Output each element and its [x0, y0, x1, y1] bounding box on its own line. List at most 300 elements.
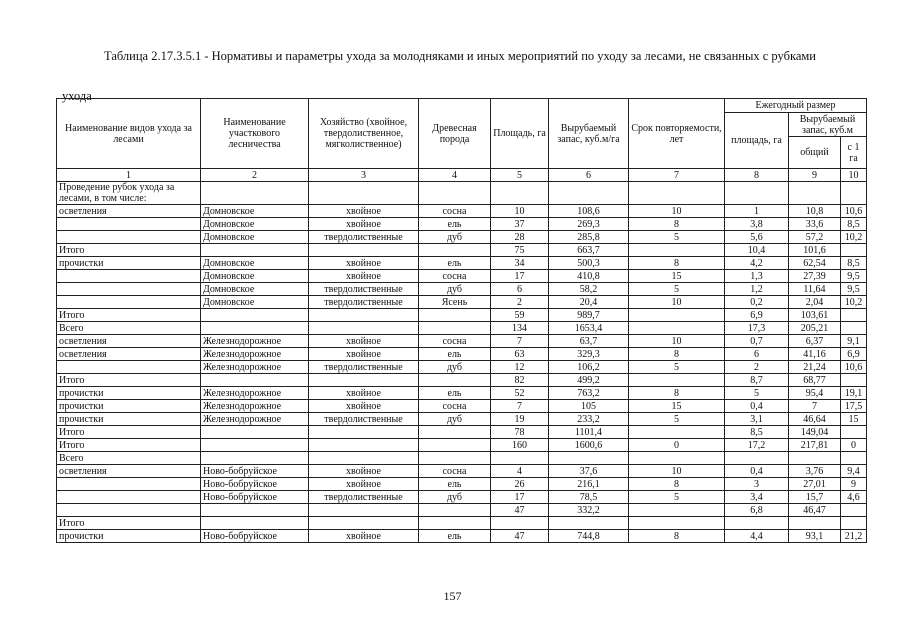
table-cell: [841, 182, 867, 205]
table-cell: 10,6: [841, 205, 867, 218]
table-cell: 10,2: [841, 296, 867, 309]
table-row: [57, 504, 867, 517]
table-cell: 10: [491, 205, 549, 218]
table-cell: 205,21: [789, 322, 841, 335]
table-cell: 103,61: [789, 309, 841, 322]
column-number: 4: [419, 169, 491, 182]
table-cell: 4,2: [725, 257, 789, 270]
table-cell: Домновское: [201, 218, 309, 231]
table-cell: дуб: [419, 231, 491, 244]
table-cell: 15,7: [789, 491, 841, 504]
table-row: [57, 400, 867, 413]
table-cell: [841, 426, 867, 439]
table-cell: [201, 517, 309, 530]
table-cell: осветления: [57, 205, 201, 218]
table-cell: прочистки: [57, 400, 201, 413]
table-cell: 26: [491, 478, 549, 491]
table-cell: [309, 426, 419, 439]
table-cell: 21,24: [789, 361, 841, 374]
table-cell: 28: [491, 231, 549, 244]
table-cell: 269,3: [549, 218, 629, 231]
table-cell: 134: [491, 322, 549, 335]
table-row: [57, 413, 867, 426]
table-cell: 744,8: [549, 530, 629, 543]
table-cell: 0: [629, 439, 725, 452]
table-cell: 47: [491, 530, 549, 543]
table-cell: 7: [491, 335, 549, 348]
table-cell: [841, 322, 867, 335]
table-header: [57, 99, 867, 182]
table-cell: Ново-бобруйское: [201, 465, 309, 478]
table-cell: твердолиственные: [309, 361, 419, 374]
table-cell: 1101,4: [549, 426, 629, 439]
table-cell: 10,4: [725, 244, 789, 257]
table-cell: Домновское: [201, 205, 309, 218]
table-cell: дуб: [419, 413, 491, 426]
table-cell: Всего: [57, 322, 201, 335]
table-cell: Итого: [57, 244, 201, 257]
table-cell: Всего: [57, 452, 201, 465]
table-cell: [201, 182, 309, 205]
table-cell: Итого: [57, 439, 201, 452]
table-cell: Железнодорожное: [201, 387, 309, 400]
table-cell: [841, 504, 867, 517]
caption-line-2: ухода: [62, 89, 92, 103]
table-cell: 1600,6: [549, 439, 629, 452]
table-cell: хвойное: [309, 387, 419, 400]
table-cell: ель: [419, 218, 491, 231]
table-cell: 8: [629, 218, 725, 231]
table-cell: хвойное: [309, 348, 419, 361]
table-cell: 4,4: [725, 530, 789, 543]
table-cell: 75: [491, 244, 549, 257]
table-cell: 500,3: [549, 257, 629, 270]
table-cell: [629, 452, 725, 465]
table-cell: [201, 504, 309, 517]
table-cell: хвойное: [309, 478, 419, 491]
table-cell: [629, 426, 725, 439]
table-cell: [841, 374, 867, 387]
table-cell: [201, 322, 309, 335]
table-row: [57, 322, 867, 335]
table-cell: Ново-бобруйское: [201, 478, 309, 491]
table-cell: Железнодорожное: [201, 361, 309, 374]
table-cell: прочистки: [57, 413, 201, 426]
table-cell: 82: [491, 374, 549, 387]
table-cell: хвойное: [309, 205, 419, 218]
table-cell: хвойное: [309, 400, 419, 413]
table-row: [57, 439, 867, 452]
table-cell: 52: [491, 387, 549, 400]
table-cell: Ново-бобруйское: [201, 530, 309, 543]
header-volume-per-ha: Вырубаемый запас, куб.м/га: [549, 99, 629, 169]
table-cell: сосна: [419, 335, 491, 348]
table-cell: 93,1: [789, 530, 841, 543]
table-row: [57, 244, 867, 257]
table-cell: [309, 517, 419, 530]
table-cell: [57, 491, 201, 504]
table-body: [57, 182, 867, 543]
table-cell: 59: [491, 309, 549, 322]
table-cell: [841, 517, 867, 530]
table-cell: 4: [491, 465, 549, 478]
table-cell: 19: [491, 413, 549, 426]
table-cell: твердолиственные: [309, 413, 419, 426]
header-area: Площадь, га: [491, 99, 549, 169]
column-number: 3: [309, 169, 419, 182]
table-cell: 5: [629, 231, 725, 244]
table-cell: 8,5: [841, 257, 867, 270]
column-number-row: [57, 169, 867, 182]
table-cell: [629, 322, 725, 335]
table-cell: [549, 452, 629, 465]
table-cell: [629, 517, 725, 530]
table-cell: [629, 244, 725, 257]
table-row: [57, 374, 867, 387]
caption-line-1: Таблица 2.17.3.5.1 - Нормативы и параметры ухода за молодняками и иных мероприятий по уходу за лесами, не связанных с рубками: [104, 49, 816, 63]
table-cell: осветления: [57, 335, 201, 348]
table-cell: [201, 426, 309, 439]
table-cell: [629, 182, 725, 205]
column-number: 10: [841, 169, 867, 182]
table-cell: 3: [725, 478, 789, 491]
table-cell: 216,1: [549, 478, 629, 491]
table-cell: [419, 322, 491, 335]
column-number: 9: [789, 169, 841, 182]
table-cell: [57, 296, 201, 309]
table-cell: сосна: [419, 205, 491, 218]
table-row: [57, 218, 867, 231]
table-cell: 11,64: [789, 283, 841, 296]
table-cell: Домновское: [201, 296, 309, 309]
table-cell: 47: [491, 504, 549, 517]
table-cell: 8: [629, 530, 725, 543]
table-cell: [725, 182, 789, 205]
table-cell: 10,2: [841, 231, 867, 244]
table-row: [57, 309, 867, 322]
table-row: [57, 182, 867, 205]
table-cell: 8: [629, 348, 725, 361]
table-cell: 0,7: [725, 335, 789, 348]
table-cell: 160: [491, 439, 549, 452]
table-cell: 2: [725, 361, 789, 374]
table-cell: дуб: [419, 361, 491, 374]
table-cell: 6,9: [841, 348, 867, 361]
table-cell: 106,2: [549, 361, 629, 374]
table-cell: 8,7: [725, 374, 789, 387]
table-cell: 68,77: [789, 374, 841, 387]
table-cell: 46,64: [789, 413, 841, 426]
table-cell: 2: [491, 296, 549, 309]
table-cell: 499,2: [549, 374, 629, 387]
table-cell: 6,8: [725, 504, 789, 517]
table-cell: 1,3: [725, 270, 789, 283]
table-cell: 410,8: [549, 270, 629, 283]
table-cell: [309, 452, 419, 465]
table-cell: 0,4: [725, 465, 789, 478]
table-cell: [725, 452, 789, 465]
table-cell: 0: [841, 439, 867, 452]
table-cell: твердолиственные: [309, 283, 419, 296]
table-cell: 101,6: [789, 244, 841, 257]
table-cell: 7: [789, 400, 841, 413]
table-row: [57, 426, 867, 439]
table-cell: [841, 244, 867, 257]
table-cell: [309, 244, 419, 257]
table-cell: 63: [491, 348, 549, 361]
table-row: [57, 205, 867, 218]
table-cell: [491, 517, 549, 530]
table-cell: 10,8: [789, 205, 841, 218]
table-cell: 37,6: [549, 465, 629, 478]
table-cell: 8: [629, 257, 725, 270]
table-cell: 10: [629, 205, 725, 218]
table-cell: [419, 182, 491, 205]
table-cell: Итого: [57, 517, 201, 530]
table-row: [57, 335, 867, 348]
table-cell: 332,2: [549, 504, 629, 517]
table-cell: 10: [629, 296, 725, 309]
table-cell: 8,5: [725, 426, 789, 439]
table-cell: ель: [419, 387, 491, 400]
table-cell: 37: [491, 218, 549, 231]
table-cell: 6,37: [789, 335, 841, 348]
table-cell: [309, 439, 419, 452]
table-cell: хвойное: [309, 257, 419, 270]
table-cell: [549, 517, 629, 530]
table-cell: [309, 322, 419, 335]
column-number: 8: [725, 169, 789, 182]
table-cell: [57, 283, 201, 296]
table-cell: [419, 374, 491, 387]
table-cell: 6,9: [725, 309, 789, 322]
table-cell: хвойное: [309, 530, 419, 543]
table-cell: 5,6: [725, 231, 789, 244]
table-cell: [57, 504, 201, 517]
table-cell: [57, 231, 201, 244]
table-cell: 78: [491, 426, 549, 439]
table-cell: Домновское: [201, 270, 309, 283]
table-cell: Итого: [57, 426, 201, 439]
table-cell: 763,2: [549, 387, 629, 400]
table-cell: 6: [725, 348, 789, 361]
table-cell: 3,76: [789, 465, 841, 478]
table-cell: 5: [629, 413, 725, 426]
page-number: 157: [443, 589, 462, 603]
table-cell: Ново-бобруйское: [201, 491, 309, 504]
header-care-type: Наименование видов ухода за лесами: [57, 99, 201, 169]
table-row: [57, 296, 867, 309]
table-cell: 3,1: [725, 413, 789, 426]
table-cell: 46,47: [789, 504, 841, 517]
table-cell: 989,7: [549, 309, 629, 322]
table-cell: [841, 309, 867, 322]
table-cell: Железнодорожное: [201, 335, 309, 348]
table-cell: 1: [725, 205, 789, 218]
table-cell: 17,5: [841, 400, 867, 413]
table-cell: 58,2: [549, 283, 629, 296]
table-row: [57, 491, 867, 504]
table-cell: 15: [841, 413, 867, 426]
table-cell: [491, 452, 549, 465]
column-number: 6: [549, 169, 629, 182]
table-row: [57, 283, 867, 296]
table-cell: 8: [629, 478, 725, 491]
table-cell: [57, 478, 201, 491]
table-cell: Итого: [57, 309, 201, 322]
table-cell: 5: [629, 491, 725, 504]
table-row: [57, 361, 867, 374]
table-cell: 41,16: [789, 348, 841, 361]
table-cell: 149,04: [789, 426, 841, 439]
table-cell: 17,2: [725, 439, 789, 452]
table-cell: 0,2: [725, 296, 789, 309]
table-row: [57, 517, 867, 530]
table-cell: ель: [419, 257, 491, 270]
table-cell: 78,5: [549, 491, 629, 504]
table-cell: 34: [491, 257, 549, 270]
header-forestry: Наименование участкового лесничества: [201, 99, 309, 169]
table-cell: 4,6: [841, 491, 867, 504]
table-cell: 57,2: [789, 231, 841, 244]
table-cell: 12: [491, 361, 549, 374]
header-volume-total: общий: [789, 137, 841, 169]
table-cell: дуб: [419, 491, 491, 504]
table-cell: ель: [419, 348, 491, 361]
header-annual: Ежегодный размер: [725, 99, 867, 113]
table-cell: 285,8: [549, 231, 629, 244]
table-cell: Домновское: [201, 283, 309, 296]
table-cell: [789, 452, 841, 465]
table-cell: [419, 504, 491, 517]
table-cell: осветления: [57, 465, 201, 478]
table-cell: [419, 244, 491, 257]
table-cell: прочистки: [57, 530, 201, 543]
header-repeat-period: Срок повторяемости, лет: [629, 99, 725, 169]
table-cell: 15: [629, 270, 725, 283]
table-cell: 3,4: [725, 491, 789, 504]
table-cell: [841, 452, 867, 465]
table-cell: 17,3: [725, 322, 789, 335]
table-cell: хвойное: [309, 270, 419, 283]
table-cell: прочистки: [57, 387, 201, 400]
table-cell: 329,3: [549, 348, 629, 361]
table-cell: 20,4: [549, 296, 629, 309]
table-cell: 9,5: [841, 283, 867, 296]
table-cell: дуб: [419, 283, 491, 296]
table-cell: 1653,4: [549, 322, 629, 335]
table-cell: хвойное: [309, 218, 419, 231]
table-cell: 3,8: [725, 218, 789, 231]
table-cell: хвойное: [309, 335, 419, 348]
table-cell: [57, 218, 201, 231]
table-cell: 10,6: [841, 361, 867, 374]
table-cell: 108,6: [549, 205, 629, 218]
table-cell: [309, 504, 419, 517]
table-cell: [309, 182, 419, 205]
table-cell: [629, 309, 725, 322]
table-row: [57, 478, 867, 491]
table-cell: [725, 517, 789, 530]
table-cell: Ясень: [419, 296, 491, 309]
table-cell: 217,81: [789, 439, 841, 452]
table-cell: сосна: [419, 270, 491, 283]
table-cell: 62,54: [789, 257, 841, 270]
table-cell: 8: [629, 387, 725, 400]
table-cell: 233,2: [549, 413, 629, 426]
table-cell: [419, 309, 491, 322]
table-cell: 9,4: [841, 465, 867, 478]
table-cell: 2,04: [789, 296, 841, 309]
table-row: [57, 348, 867, 361]
table-cell: 15: [629, 400, 725, 413]
table-cell: 8,5: [841, 218, 867, 231]
table-cell: твердолиственные: [309, 231, 419, 244]
table-cell: 663,7: [549, 244, 629, 257]
table-cell: [201, 309, 309, 322]
header-annual-volume: Вырубаемый запас, куб.м: [789, 113, 867, 137]
table-cell: 0,4: [725, 400, 789, 413]
table-cell: [309, 374, 419, 387]
column-number: 2: [201, 169, 309, 182]
table-cell: 9,1: [841, 335, 867, 348]
table-cell: твердолиственные: [309, 491, 419, 504]
table-cell: 17: [491, 270, 549, 283]
table-cell: 105: [549, 400, 629, 413]
table-cell: 21,2: [841, 530, 867, 543]
header-volume-per-ha-annual: с 1 га: [841, 137, 867, 169]
table-cell: хвойное: [309, 465, 419, 478]
table-cell: 6: [491, 283, 549, 296]
table-cell: 19,1: [841, 387, 867, 400]
table-cell: 10: [629, 465, 725, 478]
table-cell: ель: [419, 530, 491, 543]
table-cell: [419, 517, 491, 530]
table-cell: 27,01: [789, 478, 841, 491]
table-row: [57, 530, 867, 543]
table-cell: 33,6: [789, 218, 841, 231]
table-cell: 7: [491, 400, 549, 413]
header-species: Древесная порода: [419, 99, 491, 169]
table-cell: [57, 270, 201, 283]
table-cell: [201, 374, 309, 387]
table-cell: Итого: [57, 374, 201, 387]
table-cell: 10: [629, 335, 725, 348]
table-cell: 9: [841, 478, 867, 491]
table-cell: 5: [629, 283, 725, 296]
table-row: [57, 270, 867, 283]
table-row: [57, 465, 867, 478]
table-cell: сосна: [419, 400, 491, 413]
table-cell: сосна: [419, 465, 491, 478]
table-cell: [201, 439, 309, 452]
table-cell: Железнодорожное: [201, 348, 309, 361]
table-row: [57, 387, 867, 400]
table-cell: [629, 504, 725, 517]
table-cell: прочистки: [57, 257, 201, 270]
table-cell: 5: [629, 361, 725, 374]
table-cell: осветления: [57, 348, 201, 361]
table-cell: [201, 452, 309, 465]
table-cell: Проведение рубок ухода за лесами, в том числе:: [57, 182, 201, 205]
column-number: 7: [629, 169, 725, 182]
table-cell: [491, 182, 549, 205]
table-cell: 1,2: [725, 283, 789, 296]
header-management: Хозяйство (хвойное, твердолиственное, мягколиственное): [309, 99, 419, 169]
table-cell: [549, 182, 629, 205]
table-cell: [419, 439, 491, 452]
column-number: 1: [57, 169, 201, 182]
